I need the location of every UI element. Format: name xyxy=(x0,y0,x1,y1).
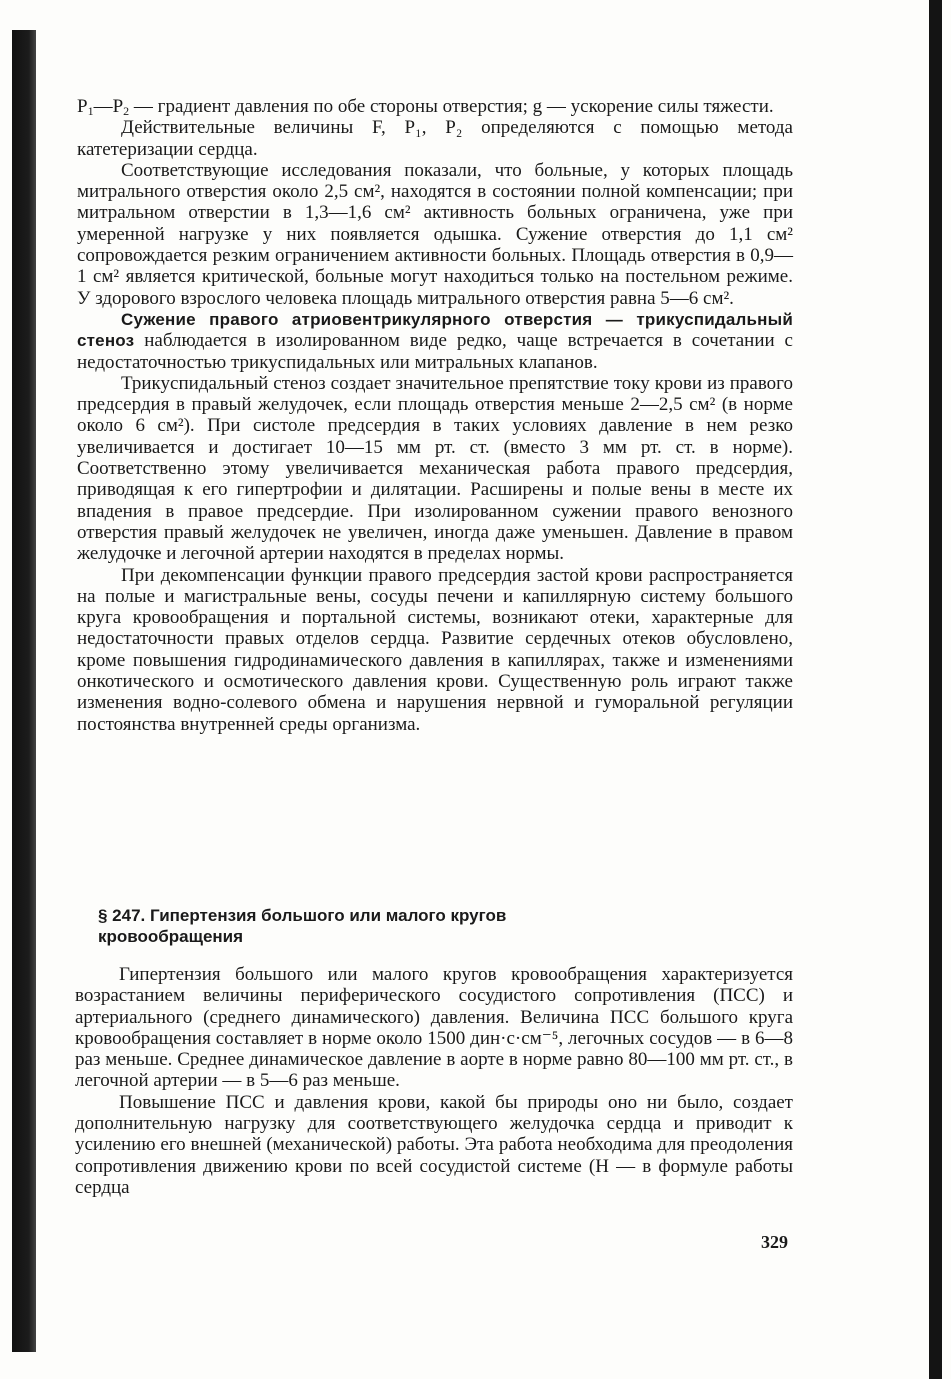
paragraph-hypertension-definition: Гипертензия большого или малого кругов кровообращения характеризуется возрастанием величины периферического сосудистого сопротивления (ПСС) и артериального (среднего динамического) давления. Величина ПСС большого круга кровообращения составляет в норме около 1500 дин·с·см⁻⁵, легочных сосудов — в 6—8 раз меньше. Среднее динамическое давление в аорте в норме равно 80—100 мм рт. ст., в легочной артерии — в 5—6 раз меньше. xyxy=(75,964,793,1092)
paragraph-catheterization: Действительные величины F, P₁, P₂ определяются с помощью метода катетеризации сердца. xyxy=(77,117,793,160)
paragraph-tricuspid-stenosis-intro: Сужение правого атриовентрикулярного отверстия — трикуспидальный стеноз наблюдается в изолированном виде редко, чаще встречается в сочетании с недостаточностью трикуспидальных или митральных клапанов. xyxy=(77,309,793,373)
text-column-lower xyxy=(75,964,793,1198)
page-number: 329 xyxy=(761,1232,788,1252)
term-tricuspid-stenosis: Сужение правого атриовентрикулярного отверстия — трикуспидальный стеноз xyxy=(77,309,793,351)
paragraph-decompensation: При декомпенсации функции правого предсердия застой крови распространяется на полые и магистральные вены, сосуды печени и капиллярную систему большого круга кровообращения и портальной системы, возникают отеки, характерные для недостаточности правых отделов сердца. Развитие сердечных отеков обусловлено, кроме повышения гидродинамического давления в капиллярах, также и изменениями онкотического и осмотического давления крови. Существенную роль играют также изменения водно-солевого обмена и нарушения нервной и гуморальной регуляции постоянства внутренней среды организма. xyxy=(77,564,793,735)
text-column-upper xyxy=(77,96,793,735)
section-heading-line1: § 247. Гипертензия большого или малого кругов xyxy=(98,906,507,925)
paragraph-tricuspid-stenosis-effects: Трикуспидальный стеноз создает значительное препятствие току крови из правого предсердия в правый желудочек, если площадь отверстия меньше 2—2,5 см² (в норме около 6 см²). При систоле предсердия в таких условиях давление в нем резко увеличивается и достигает 10—15 мм рт. ст. (вместо 3 мм рт. ст. в норме). Соответственно этому увеличивается механическая работа правого предсердия, приводящая к его гипертрофии и дилятации. Расширены и полые вены в месте их впадения в правое предсердие. При изолированном сужении правого венозного отверстия правый желудочек не увеличен, иногда даже уменьшен. Давление в правом желудочке и легочной артерии находятся в пределах нормы. xyxy=(77,372,793,565)
paragraph-mitral-area: Соответствующие исследования показали, что больные, у которых площадь митрального отверстия около 2,5 см², находятся в состоянии полной компенсации; при митральном отверстии в 1,3—1,6 см² активность больных ограничена, уже при умеренной нагрузке у них появляется одышка. Сужение отверстия до 1,1 см² сопровождается резким ограничением активности больных. Площадь отверстия в 0,9—1 см² является критической, больные могут находиться только на постельном режиме. У здорового взрослого человека площадь митрального отверстия равна 5—6 см². xyxy=(77,159,793,309)
scan-edge-left xyxy=(12,30,36,1352)
paragraph-hypertension-load: Повышение ПСС и давления крови, какой бы природы оно ни было, создает дополнительную нагрузку для соответствующего желудочка сердца и приводит к усилению его внешней (механической) работы. Эта работа необходима для преодоления сопротивления движению крови по всей сосудистой системе (H — в формуле работы сердца xyxy=(75,1091,793,1198)
paragraph-pressure-gradient: $P_1—P_2$ — градиент давления по обе стороны отверстия; g — ускорение силы тяжести. xyxy=(77,96,774,118)
scan-edge-right xyxy=(929,0,942,1379)
section-heading xyxy=(98,905,638,947)
section-heading-line2: кровообращения xyxy=(98,927,244,946)
